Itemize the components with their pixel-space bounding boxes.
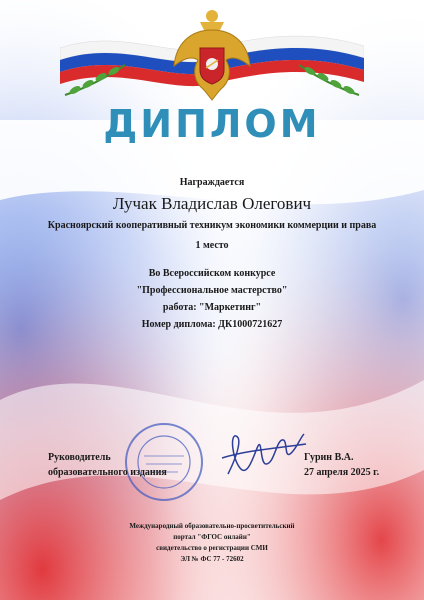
place-label: 1 место [195,240,229,251]
work-title: работа: "Маркетинг" [162,302,262,313]
signer-role-line1: Руководитель [48,452,111,463]
signer-name: Гурин В.А. [304,452,354,463]
diploma-title: ДИПЛОМ [103,102,321,146]
laurel-right-icon [294,60,364,100]
footer-line3: свидетельство о регистрации СМИ [156,544,268,552]
signature-date: 27 апреля 2025 г. [304,467,380,478]
contest-name: "Профессиональное мастерство" [136,285,288,296]
coat-of-arms-icon [170,8,254,104]
contest-line: Во Всероссийском конкурсе [148,268,276,279]
footer-line4: ЭЛ № ФС 77 - 72602 [180,555,244,563]
stamp-icon [122,420,206,504]
laurel-left-icon [60,60,130,100]
signer-role-line2: образовательного издания [48,467,167,478]
institution-name: Красноярский кооперативный техникум экономики коммерции и права [47,220,377,231]
signature-icon [218,424,308,484]
footer-line2: портал "ФГОС онлайн" [173,533,251,541]
diploma-number: Номер диплома: ДК1000721627 [141,319,283,330]
awarded-label: Награждается [179,177,245,188]
footer-line1: Международный образовательно-просветительский [129,522,295,530]
recipient-name: Лучак Владислав Олегович [112,194,312,213]
